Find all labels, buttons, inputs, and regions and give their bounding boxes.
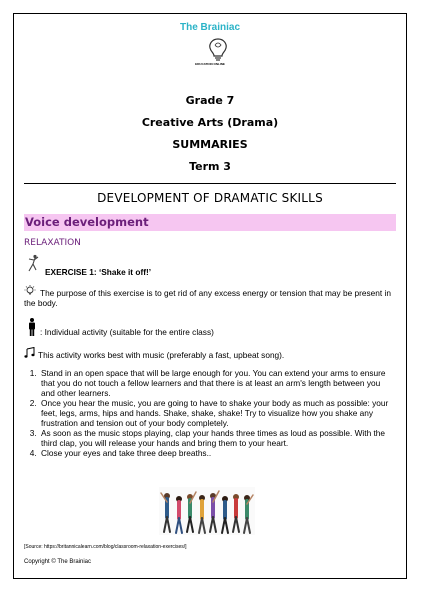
page-title: DEVELOPMENT OF DRAMATIC SKILLS [97,191,323,205]
music-text: This activity works best with music (preferably a fast, upbeat song). [38,350,285,360]
person-icon [28,318,36,336]
brand-name: The Brainiac [179,22,241,33]
list-item: 4. Close your eyes and take three deep breaths.. [39,448,396,458]
purpose-text: The purpose of this exercise is to get rid of any excess energy or tension that may be present in the body. [24,288,391,308]
brand-logo [207,37,229,63]
dancers-photo [159,487,255,535]
brand-tagline: EDUCATION ONLINE [195,62,225,66]
grade-heading: Grade 7 [185,94,235,107]
term-heading: Term 3 [189,160,231,173]
activity-text: : Individual activity (suitable for the entire class) [40,327,214,337]
list-item: 3. As soon as the music stops playing, clap your hands three times as loud as possible. With the third clap, you will release your hands and bring them to your heart. [39,428,396,448]
list-item: 1. Stand in an open space that will be large enough for you. You can extend your arms to ensure that you do not touch a fellow learners and that there is at least an arm's length between you and other learners. [39,368,396,398]
subject-heading: Creative Arts (Drama) [141,116,279,129]
exercise-title: EXERCISE 1: ‘Shake it off!’ [45,267,152,277]
list-item: 2. Once you hear the music, you are going to have to shake your body as much as possible: your feet, legs, arms, hips and hands. Shake, shake, shake! Try to visualize how you shake any frustration and tension out of your body completely. [39,398,396,428]
document-page [13,13,407,579]
dancer-icon [26,254,40,272]
copyright: Copyright © The Brainiac [24,559,92,565]
section-band [24,214,396,231]
divider [24,183,396,184]
steps-list [24,368,396,458]
source-citation: [Source: https://britannicalearn.com/blog/classroom-relaxation-exercises/] [24,544,187,550]
music-note-icon [24,347,35,358]
section-title: Voice development [25,215,149,229]
type-heading: SUMMARIES [172,138,248,151]
subsection-title: RELAXATION [24,238,81,248]
